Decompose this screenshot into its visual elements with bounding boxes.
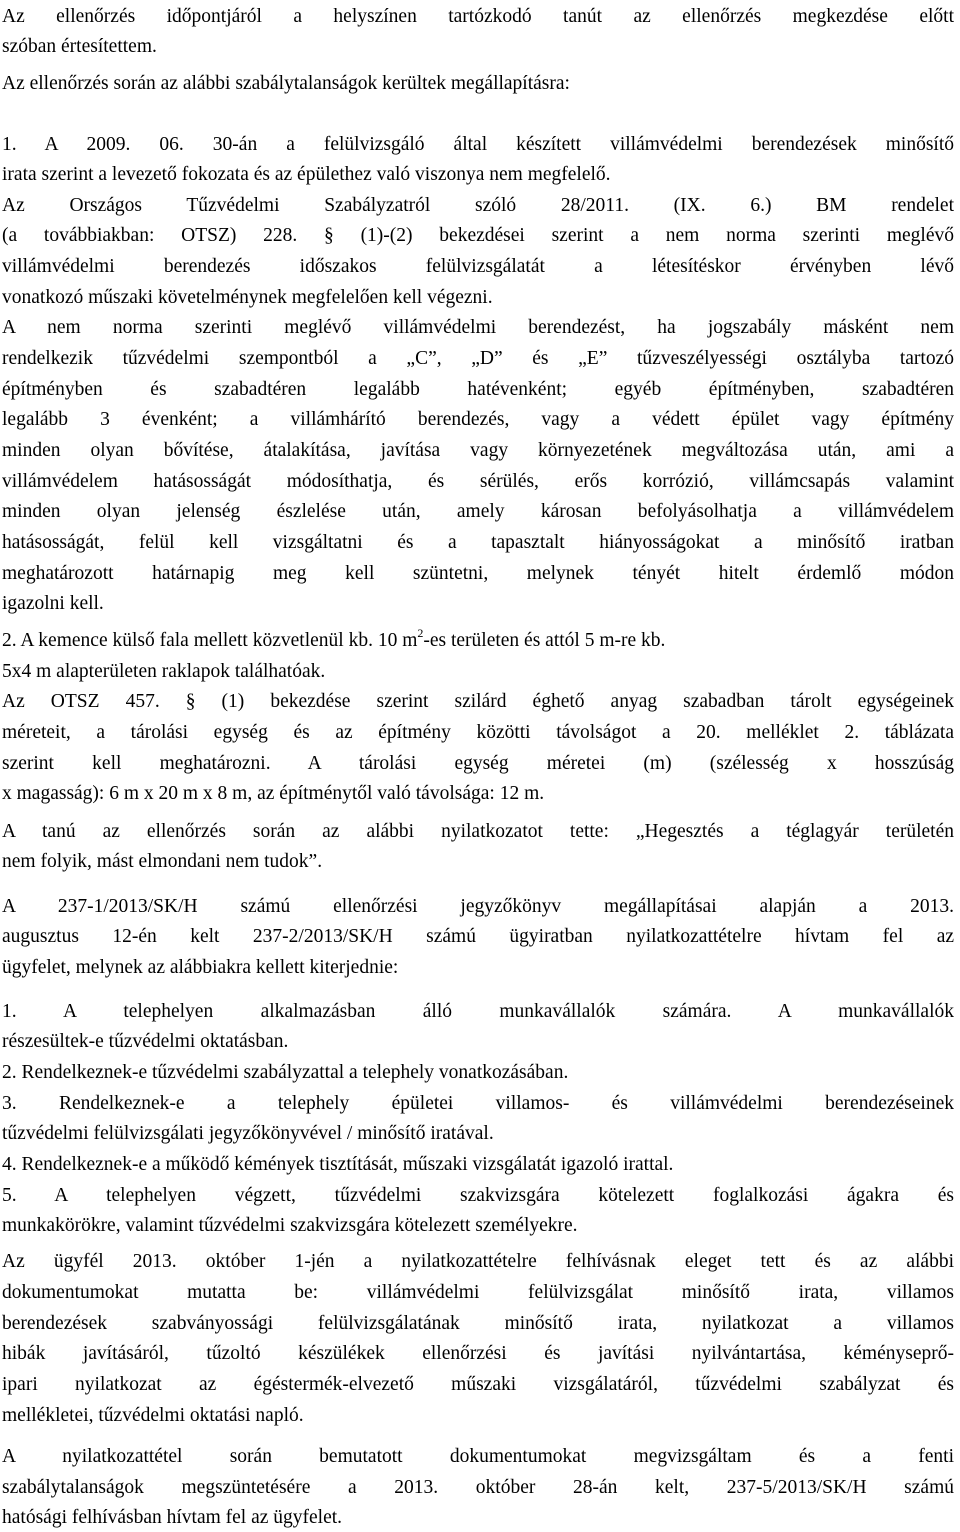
text-line: 5x4 m alapterületen raklapok találhatóak. (2, 661, 326, 682)
text-line: minden olyan jelenség észlelése után, amely károsan befolyásolhatja a villámvédelem (2, 501, 954, 522)
text-line: Az ellenőrzés időpontjáról a helyszínen tartózkodó tanút az ellenőrzés megkezdése előtt (2, 6, 954, 27)
text-line: 5. A telephelyen végzett, tűzvédelmi szakvizsgára kötelezett foglalkozási ágakra és (2, 1185, 954, 1206)
text-segment: -es területen és attól 5 m-re kb. (423, 630, 666, 651)
text-line: hatásosságát, felül kell vizsgáltatni és a tapasztalt hiányosságokat a minősítő iratban (2, 532, 954, 553)
text-line: szerint kell meghatározni. A tárolási egység méretei (m) (szélesség x hosszúság (2, 753, 954, 774)
text-line: x magasság): 6 m x 20 m x 8 m, az építménytől való távolsága: 12 m. (2, 783, 545, 804)
text-line: 3. Rendelkeznek-e a telephely épületei villamos- és villámvédelmi berendezéseinek (2, 1093, 954, 1114)
text-line: ügyfelet, melynek az alábbiakra kellett kiterjednie: (2, 957, 399, 978)
text-line: szóban értesítettem. (2, 36, 157, 57)
text-line: 4. Rendelkeznek-e a működő kémények tisztítását, műszaki vizsgálatát igazoló irattal. (2, 1154, 674, 1175)
text-line: 2. Rendelkeznek-e tűzvédelmi szabályzattal a telephely vonatkozásában. (2, 1062, 569, 1083)
text-line: (a továbbiakban: OTSZ) 228. § (1)-(2) bekezdései szerint a nem norma szerinti meglévő (2, 225, 954, 246)
text-line: dokumentumokat mutatta be: villámvédelmi felülvizsgálat minősítő irata, villamos (2, 1282, 954, 1303)
text-line: A nyilatkozattétel során bemutatott dokumentumokat megvizsgáltam és a fenti (2, 1446, 954, 1467)
text-line: ipari nyilatkozat az égéstermék-elvezető műszaki vizsgálatáról, tűzvédelmi szabályzat és (2, 1374, 954, 1395)
text-line: minden olyan bővítése, átalakítása, javítása vagy környezetének megváltozása után, ami a (2, 440, 954, 461)
text-line (2, 626, 954, 653)
text-line: irata szerint a levezető fokozata és az épülethez való viszonya nem megfelelő. (2, 164, 611, 185)
text-line: villámvédelem hatásosságát módosíthatja, és sérülés, erős korrózió, villámcsapás valamint (2, 471, 954, 492)
text-line: munkakörökre, valamint tűzvédelmi szakvizsgára kötelezett személyekre. (2, 1215, 578, 1236)
text-line: Az ellenőrzés során az alábbi szabálytalanságok kerültek megállapításra: (2, 73, 570, 94)
text-line: 1. A telephelyen alkalmazásban álló munkavállalók számára. A munkavállalók (2, 1001, 954, 1022)
text-line: legalább 3 évenként; a villámhárító berendezés, vagy a védett épület vagy építmény (2, 409, 954, 430)
text-line: meghatározott határnapig meg kell szüntetni, melynek tényét hitelt érdemlő módon (2, 563, 954, 584)
text-line: mellékletei, tűzvédelmi oktatási napló. (2, 1405, 304, 1426)
text-segment: 2. A kemence külső fala mellett közvetlenül kb. 10 m (2, 630, 418, 651)
text-line: villámvédelmi berendezés időszakos felülvizsgálatát a létesítéskor érvényben lévő (2, 256, 954, 277)
text-line: építményben és szabadtéren legalább hatévenként; egyéb építményben, szabadtéren (2, 379, 954, 400)
text-line: augusztus 12-én kelt 237-2/2013/SK/H számú ügyiratban nyilatkozattételre hívtam fel az (2, 926, 954, 947)
text-line: méreteit, a tárolási egység és az építmény közötti távolságot a 20. melléklet 2. táblázata (2, 722, 954, 743)
text-line: rendelkezik tűzvédelmi szempontból a „C”, „D” és „E” tűzveszélyességi osztályba tartozó (2, 348, 954, 369)
text-line: vonatkozó műszaki követelménynek megfelelően kell végezni. (2, 287, 493, 308)
text-line: 1. A 2009. 06. 30-án a felülvizsgáló által készített villámvédelmi berendezések minősítő (2, 134, 954, 155)
superscript: 2 (417, 626, 424, 640)
text-line: A tanú az ellenőrzés során az alábbi nyilatkozatot tette: „Hegesztés a téglagyár területén (2, 821, 954, 842)
text-line: berendezések szabványossági felülvizsgálatának minősítő irata, nyilatkozat a villamos (2, 1313, 954, 1334)
text-line: A nem norma szerinti meglévő villámvédelmi berendezést, ha jogszabály másként nem (2, 317, 954, 338)
text-line: tűzvédelmi felülvizsgálati jegyzőkönyvével / minősítő iratával. (2, 1123, 494, 1144)
text-line: nem folyik, mást elmondani nem tudok”. (2, 851, 323, 872)
text-line: A 237-1/2013/SK/H számú ellenőrzési jegyzőkönyv megállapításai alapján a 2013. (2, 896, 954, 917)
text-line: részesültek-e tűzvédelmi oktatásban. (2, 1031, 289, 1052)
text-line: hatósági felhívásban hívtam fel az ügyfelet. (2, 1507, 343, 1528)
text-line: Az OTSZ 457. § (1) bekezdése szerint szilárd éghető anyag szabadban tárolt egységeinek (2, 691, 954, 712)
text-line: Az ügyfél 2013. október 1-jén a nyilatkozattételre felhívásnak eleget tett és az alábbi (2, 1251, 954, 1272)
text-line: hibák javításáról, tűzoltó készülékek ellenőrzési és javítási nyilvántartása, kéményseprő- (2, 1343, 954, 1364)
text-line: Az Országos Tűzvédelmi Szabályzatról szóló 28/2011. (IX. 6.) BM rendelet (2, 195, 954, 216)
text-line: szabálytalanságok megszüntetésére a 2013. október 28-án kelt, 237-5/2013/SK/H számú (2, 1477, 954, 1498)
text-line: igazolni kell. (2, 593, 104, 614)
